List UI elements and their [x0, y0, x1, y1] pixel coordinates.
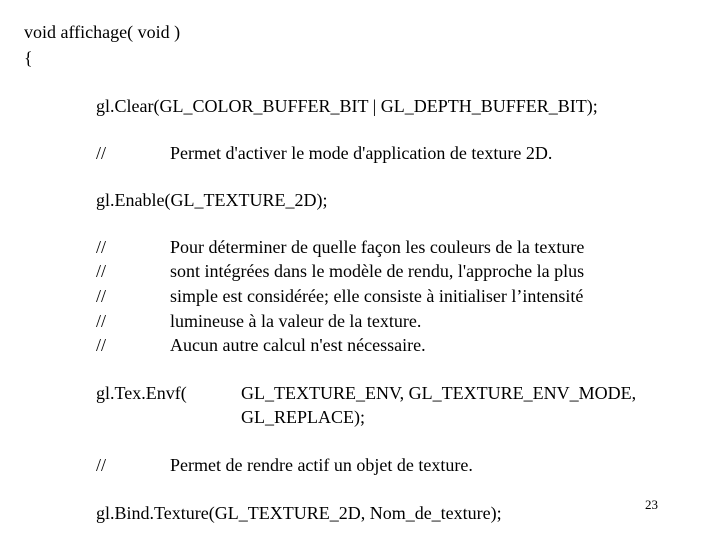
comment-block-line: sont intégrées dans le modèle de rendu, l'approche la plus [170, 261, 585, 281]
gl-texenv-args: GL_REPLACE); [241, 407, 365, 427]
gl-texenv-args: GL_TEXTURE_ENV, GL_TEXTURE_ENV_MODE, [241, 383, 637, 403]
comment-enable-text: Permet d'activer le mode d'application de texture 2D. [170, 143, 553, 163]
function-signature: void affichage( void ) [24, 22, 181, 42]
comment-block-line: Aucun autre calcul n'est nécessaire. [170, 335, 426, 355]
gl-enable-call: gl.Enable(GL_TEXTURE_2D); [96, 190, 328, 210]
comment-marker: // [96, 311, 107, 331]
comment-marker: // [96, 237, 107, 257]
comment-marker: // [96, 143, 107, 163]
comment-marker: // [96, 261, 107, 281]
comment-marker: // [96, 335, 107, 355]
comment-marker: // [96, 455, 107, 475]
open-brace: { [24, 48, 33, 68]
gl-clear-call: gl.Clear(GL_COLOR_BUFFER_BIT | GL_DEPTH_BUFFER_BIT); [96, 96, 598, 116]
page-number: 23 [645, 497, 658, 512]
gl-texenv-call: gl.Tex.Envf( [96, 383, 187, 403]
gl-bind-texture-call: gl.Bind.Texture(GL_TEXTURE_2D, Nom_de_texture); [96, 503, 502, 523]
comment-marker: // [96, 286, 107, 306]
comment-block-line: Pour déterminer de quelle façon les couleurs de la texture [170, 237, 585, 257]
comment-bind-text: Permet de rendre actif un objet de texture. [170, 455, 473, 475]
comment-block-line: lumineuse à la valeur de la texture. [170, 311, 422, 331]
comment-block-line: simple est considérée; elle consiste à initialiser l’intensité [170, 286, 584, 306]
